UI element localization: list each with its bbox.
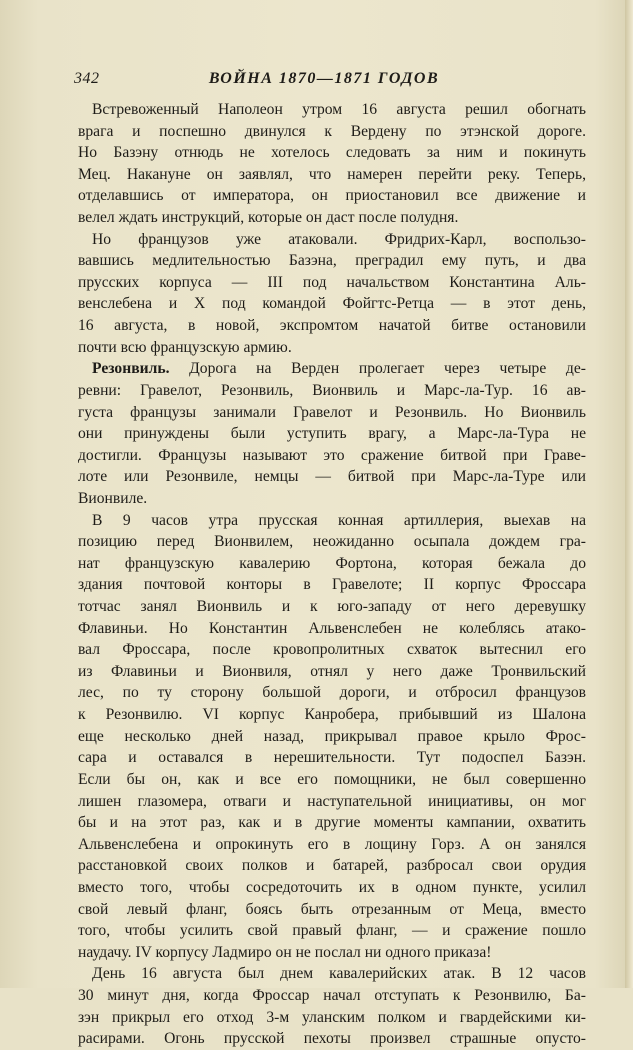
line-text: День 16 августа был днем кавалерийских атак. В 12 часов [92,965,586,983]
text-line [78,963,586,985]
line-text: Если бы он, как и все его помощники, не был совершенно [78,770,586,788]
line-text: здания почтовой конторы в Гравелоте; II корпус Фроссара [78,576,586,594]
text-line [78,834,586,856]
line-text: В 9 часов утра прусская конная артиллерия, выехав на [92,511,586,529]
line-text: Дорога на Верден пролегает через четыре де- [169,360,586,378]
text-line [78,661,586,683]
text-line [78,682,586,704]
text-line [78,899,586,921]
text-line [78,315,586,337]
text-line [78,445,586,467]
line-text: вместо того, чтобы сосредоточить их в одном пункте, усилил [78,878,586,896]
text-line [78,596,586,618]
body-text [78,99,586,1050]
line-text: Но французов уже атаковали. Фридрих-Карл, воспользо- [92,230,586,248]
line-text: велел ждать инструкций, которые он даст после полудня. [78,209,459,227]
line-text: 30 минут дня, когда Фроссар начал отступать к Резонвилю, Ба- [78,986,586,1004]
text-line [78,510,586,532]
line-text: сара и оставался в нерешительности. Тут подоспел Базэн. [78,749,586,767]
text-line [78,207,586,229]
text-line [78,747,586,769]
line-text: Но Базэну отнюдь не хотелось следовать за ним и покинуть [78,144,586,162]
line-text: венслебена и X под командой Фойгтс-Ретца — в этот день, [78,295,586,313]
text-line [78,164,586,186]
line-text: к Резонвилю. VI корпус Канробера, прибывший из Шалона [78,706,586,724]
text-line [78,985,586,1007]
text-line [78,250,586,272]
text-line [78,942,586,964]
text-line [78,618,586,640]
running-title: ВОЙНА 1870—1871 ГОДОВ [208,70,440,87]
text-line [78,185,586,207]
text-line [78,380,586,402]
text-line [78,1028,586,1050]
line-text: бы и на этот раз, как и в другие моменты кампании, охватить [78,814,586,832]
text-line [78,769,586,791]
text-line [78,726,586,748]
line-text: 16 августа, в новой, экспромтом начатой битве остановили [78,317,586,335]
text-line [78,466,586,488]
text-line [78,812,586,834]
line-text: того, чтобы усилить свой правый фланг, — и сражение пошло [78,922,586,940]
line-text: еще несколько дней назад, прикрывал правое крыло Фрос- [78,727,586,745]
line-text: отделавшись от императора, он приостановил все движение и [78,187,586,205]
text-line [78,229,586,251]
text-line [78,121,586,143]
line-text: вал Фроссара, после кровопролитных схваток вытеснил его [78,641,586,659]
line-text: они принуждены были уступить врагу, а Марс-ла-Тура не [78,425,586,443]
text-line [78,639,586,661]
text-line [78,531,586,553]
text-line [78,877,586,899]
page-number: 342 [74,70,100,87]
line-text: лес, по ту сторону большой дороги, и отбросил французов [78,684,586,702]
line-text: лоте или Резонвиле, немцы — битвой при Марс-ла-Туре или [78,468,586,486]
text-line [78,920,586,942]
line-text: Мец. Накануне он заявлял, что намерен перейти реку. Теперь, [78,165,586,183]
line-text: Флавиньи. Но Константин Альвенслебен не колеблясь атако- [78,619,586,637]
line-text: достигли. Французы называют это сражение битвой при Граве- [78,446,586,464]
text-line [78,423,586,445]
section-run-in-heading: Резонвиль. [92,360,170,378]
text-line [78,337,586,359]
text-line [78,791,586,813]
line-text: зэн прикрыл его отход 3-м уланским полком и гвардейскими ки- [78,1008,586,1026]
text-line [78,293,586,315]
line-text: почти всю французскую армию. [78,338,292,356]
text-line [78,488,586,510]
line-text: тотчас занял Вионвиль и к юго-западу от него деревушку [78,598,586,616]
line-text: из Флавиньи и Вионвиля, отнял у него даже Тронвильский [78,662,586,680]
page-edge [625,0,633,988]
line-text: позицию перед Вионвилем, неожиданно осыпала дождем гра- [78,533,586,551]
line-text: ревни: Гравелот, Резонвиль, Вионвиль и Марс-ла-Тур. 16 ав- [78,381,586,399]
line-text: нат французскую кавалерию Фортона, которая бежала до [78,554,586,572]
text-line [78,1007,586,1029]
line-text: Альвенслебена и опрокинуть его в лощину Горз. А он занялся [78,835,586,853]
text-line [78,402,586,424]
text-line [78,272,586,294]
line-text: свой левый фланг, боясь быть отрезанным от Меца, вместо [78,900,586,918]
text-line [78,574,586,596]
line-text: Вионвиле. [78,489,148,507]
line-text: расирами. Огонь прусской пехоты произвел страшные опусто- [78,1030,586,1048]
line-text: лишен глазомера, отваги и наступательной инициативы, он мог [78,792,586,810]
line-text: Встревоженный Наполеон утром 16 августа решил обогнать [92,101,586,118]
line-text: наудачу. IV корпусу Ладмиро он не послал ни одного приказа! [78,943,492,961]
text-line [78,99,586,121]
text-line [78,855,586,877]
text-line [78,358,586,380]
text-line [78,142,586,164]
line-text: расстановкой своих полков и батарей, разбросал свои орудия [78,857,586,875]
page-header [74,70,574,92]
line-text: врага и поспешно двинулся к Вердену по этэнской дороге. [78,122,586,140]
text-line [78,553,586,575]
text-line [78,704,586,726]
line-text: вавшись медлительностью Базэна, преградил ему путь, и два [78,252,586,270]
line-text: прусских корпуса — III под начальством Константина Аль- [78,273,586,291]
line-text: густа французы занимали Гравелот и Резонвиль. Но Вионвиль [78,403,586,421]
